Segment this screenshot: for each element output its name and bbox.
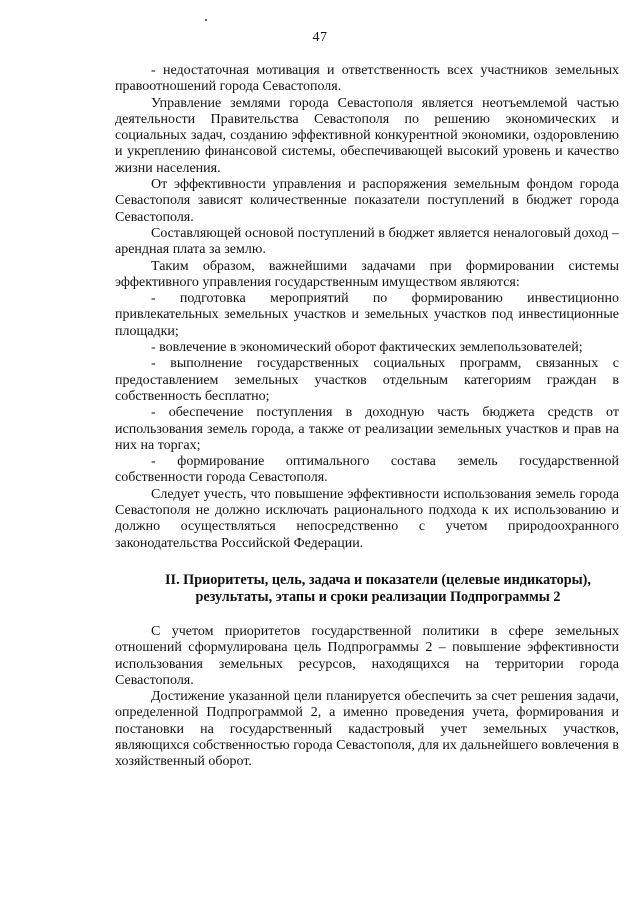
paragraph: Достижение указанной цели планируется обеспечить за счет решения задачи, определенной Подпрограммой 2, а именно проведения учета, формирования и постановки на государственный кадастровый учет земельных участков, являющихся собственностью города Севастополя, для их дальнейшего вовлечения в хозяйственный оборот.	[115, 689, 619, 770]
list-item: - вовлечение в экономический оборот фактических землепользователей;	[151, 340, 583, 356]
list-item: - выполнение государственных социальных программ, связанных с предоставлением земельных участков отдельным категориям граждан в собственность бесплатно;	[115, 356, 619, 404]
scan-dot	[205, 19, 207, 21]
paragraph: От эффективности управления и распоряжения земельным фондом города Севастополя зависят количественные показатели поступлений в бюджет города Севастополя.	[115, 177, 619, 225]
page-number: 47	[312, 30, 328, 45]
paragraph: С учетом приоритетов государственной политики в сфере земельных отношений сформулирована цель Подпрограммы 2 – повышение эффективности использования земельных ресурсов, находящихся на территории города Севастополя.	[115, 623, 619, 688]
paragraph: Следует учесть, что повышение эффективности использования земель города Севастополя не должно исключать рационального подхода к их использованию и должно осуществляться непосредственно с учетом природоохранного законодательства Российской Федерации.	[115, 486, 619, 551]
paragraphs-after	[115, 624, 619, 771]
section-heading-line: II. Приоритеты, цель, задача и показатели (целевые индикаторы),	[165, 571, 591, 588]
list-item: - формирование оптимального состава земель государственной собственности города Севастополя.	[115, 454, 619, 486]
paragraph: Управление землями города Севастополя является неотъемлемой частью деятельности Правительства Севастополя по решению экономических и социальных задач, созданию эффективной конкурентной экономики, оздоровлению и укреплению финансовой системы, обеспечивающей высокий уровень и качество жизни населения.	[115, 95, 619, 176]
paragraph: Таким образом, важнейшими задачами при формировании системы эффективного управления государственным имуществом являются:	[115, 258, 619, 290]
list-item: - подготовка мероприятий по формированию инвестиционно привлекательных земельных участков и земельных участков под инвестиционные площадки;	[115, 291, 619, 339]
document-body	[115, 63, 619, 771]
paragraphs-before	[115, 63, 619, 552]
list-item: - обеспечение поступления в доходную часть бюджета средств от использования земель города, а также от реализации земельных участков и прав на них на торгах;	[115, 405, 619, 453]
paragraph: Составляющей основой поступлений в бюджет является неналоговый доход – арендная плата за землю.	[115, 225, 619, 258]
section-heading-line: результаты, этапы и сроки реализации Подпрограммы 2	[195, 588, 561, 605]
section-heading	[115, 572, 619, 606]
paragraph: - недостаточная мотивация и ответственность всех участников земельных правоотношений города Севастополя.	[115, 63, 619, 95]
